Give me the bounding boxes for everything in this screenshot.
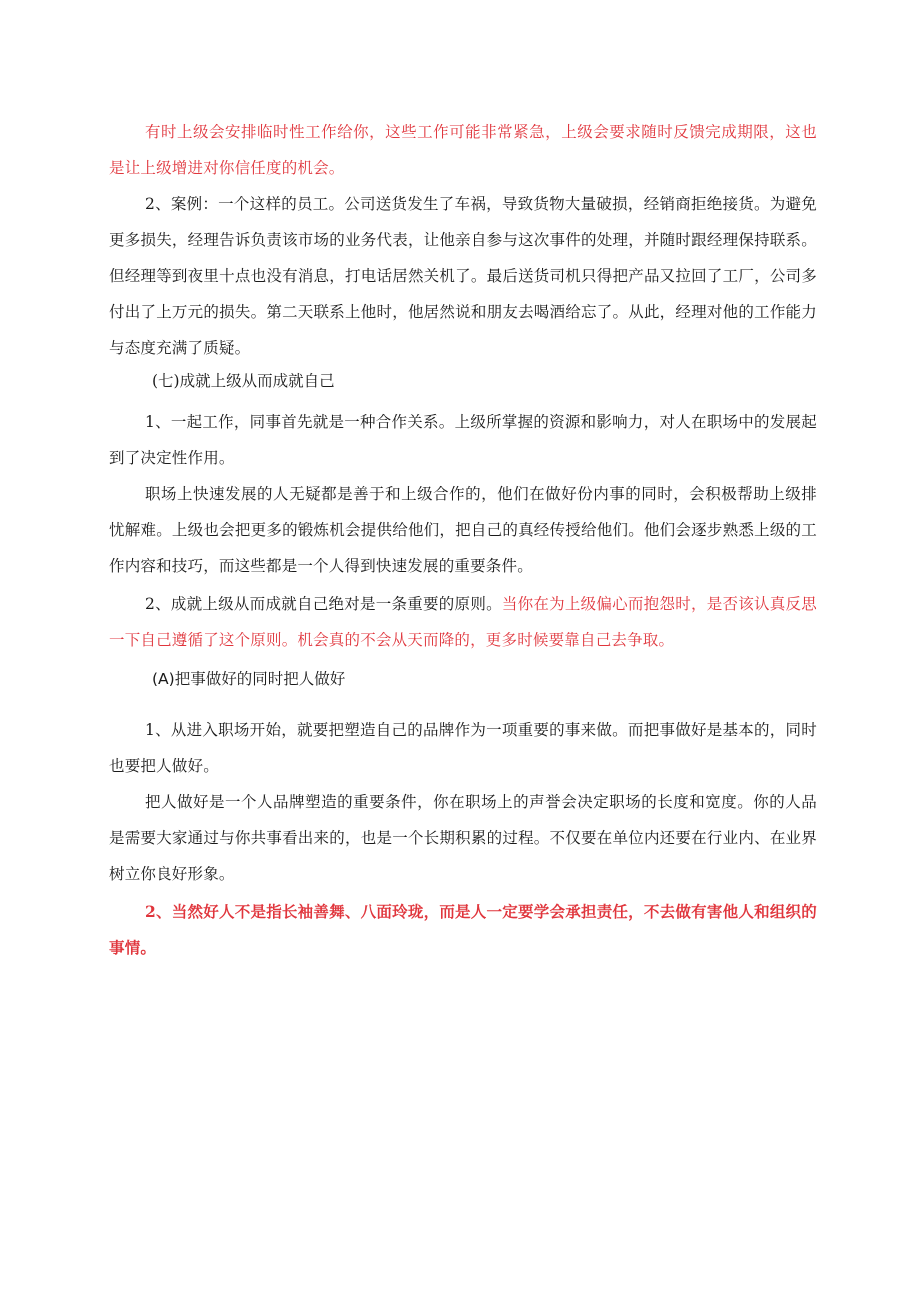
section-heading-8: [152, 664, 345, 694]
paragraph-responsibility: 2、当然好人不是指长袖善舞、八面玲珑，而是人一定要学会承担责任，不去做有害他人和组织的事情。: [109, 902, 817, 957]
paragraph-reputation: 把人做好是一个人品牌塑造的重要条件，你在职场上的声誉会决定职场的长度和宽度。你的人品是需要大家通过与你共事看出来的，也是一个长期积累的过程。不仅要在单位内还要在行业内、在业界树立你良好形象。: [109, 793, 817, 883]
paragraph-fast-development: 职场上快速发展的人无疑都是善于和上级合作的，他们在做好份内事的同时，会积极帮助上级排忧解难。上级也会把更多的锻炼机会提供给他们，把自己的真经传授给他们。他们会逐步熟悉上级的工作内容和技巧，而这些都是一个人得到快速发展的重要条件。: [109, 485, 817, 575]
section-heading-8-text: 把事做好的同时把人做好: [174, 670, 346, 688]
paragraph-principle: [109, 586, 817, 658]
paragraph-case-example: 2、案例：一个这样的员工。公司送货发生了车祸，导致货物大量破损，经销商拒绝接货。为避免更多损失，经理告诉负责该市场的业务代表，让他亲自参与这次事件的处理，并随时跟经理保持联系。但经理等到夜里十点也没有消息，打电话居然关机了。最后送货司机只得把产品又拉回了工厂，公司多付出了上万元的损失。第二天联系上他时，他居然说和朋友去喝酒给忘了。从此，经理对他的工作能力与态度充满了质疑。: [109, 195, 817, 357]
paragraph-temporary-work: 有时上级会安排临时性工作给你，这些工作可能非常紧急，上级会要求随时反馈完成期限，这也是让上级增进对你信任度的机会。: [109, 123, 817, 177]
paragraph-cooperation: 1、一起工作，同事首先就是一种合作关系。上级所掌握的资源和影响力，对人在职场中的发展起到了决定性作用。: [109, 413, 817, 467]
paragraph-personal-brand: 1、从进入职场开始，就要把塑造自己的品牌作为一项重要的事来做。而把事做好是基本的，同时也要把人做好。: [109, 721, 817, 775]
section-heading-8-prefix: (A): [152, 670, 175, 688]
principle-reflection-text: 当你在为上级偏心而抱怨时，是否该认真反思一下自己遵循了这个原则。机会真的不会从天而降的，更多时候要靠自己去争取。: [109, 595, 817, 649]
section-heading-7: (七)成就上级从而成就自己: [152, 372, 335, 390]
principle-text: 2、成就上级从而成就自己绝对是一条重要的原则。: [145, 595, 502, 613]
